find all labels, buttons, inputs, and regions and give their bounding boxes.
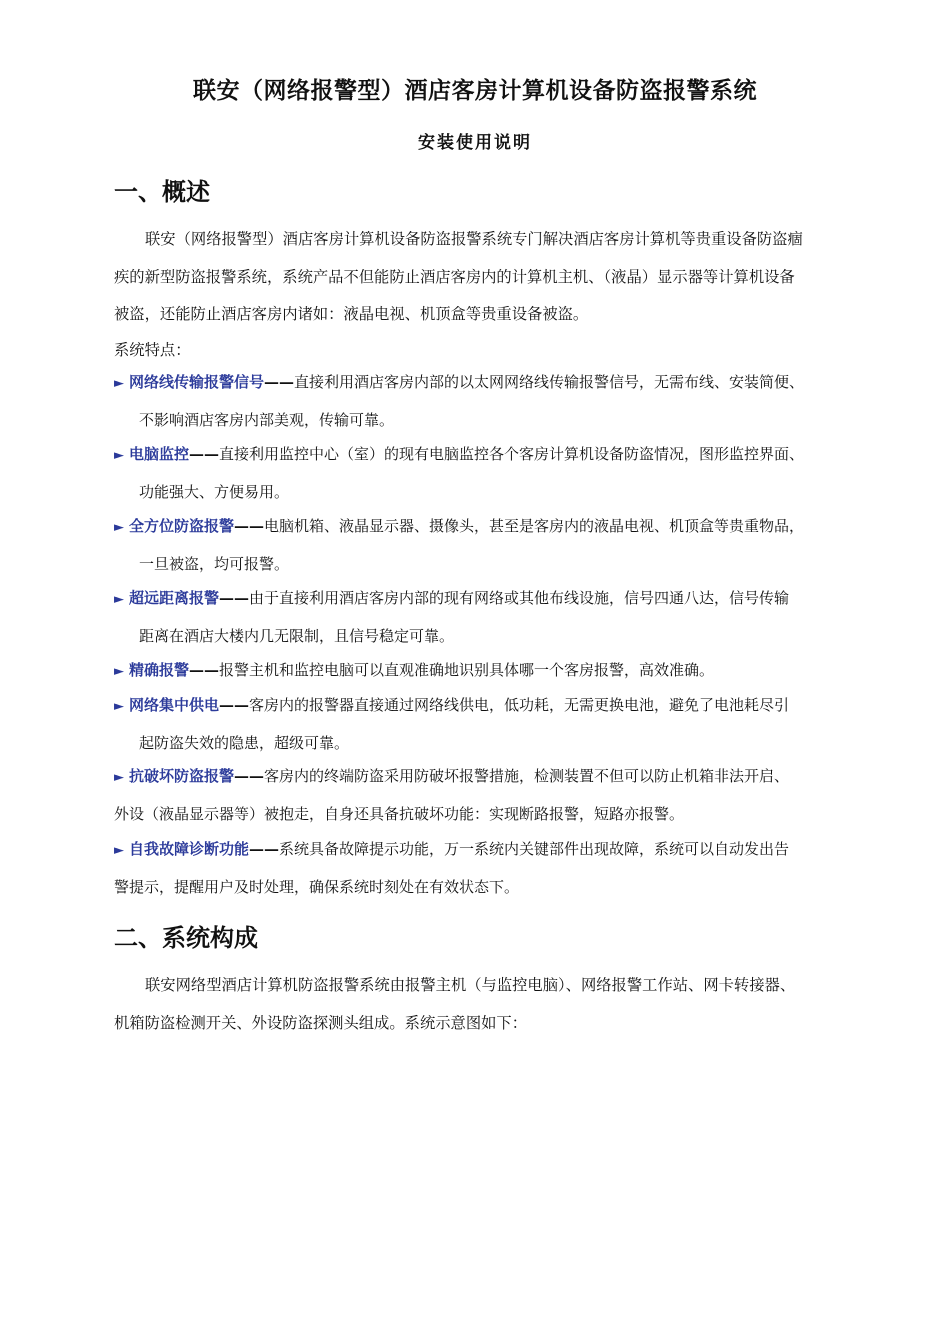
triangle-bullet-icon: ► [114,843,124,858]
section-heading-system-composition: 二、系统构成 [114,924,258,952]
feature-name: 网络线传输报警信号 [129,373,265,391]
feature-dash: —— [264,373,295,391]
document-subtitle: 安装使用说明 [418,133,532,153]
composition-line: 机箱防盗检测开关、外设防盗探测头组成。系统示意图如下： [114,1013,528,1032]
feature-text-continued: 不影响酒店客房内部美观，传输可靠。 [139,411,395,429]
feature-dash: —— [189,445,220,463]
feature-text-continued: 一旦被盗，均可报警。 [139,555,290,573]
features-label: 系统特点： [114,341,191,359]
triangle-bullet-icon: ► [114,699,124,714]
feature-text-continued: 警提示，提醒用户及时处理，确保系统时刻处在有效状态下。 [114,878,520,896]
overview-paragraph [114,221,894,334]
feature-text-continued: 距离在酒店大楼内几无限制，且信号稳定可靠。 [139,627,455,645]
feature-text: 客房内的终端防盗采用防破坏报警措施，检测装置不但可以防止机箱非法开启、 [264,767,790,785]
feature-text: 系统具备故障提示功能，万一系统内关键部件出现故障，系统可以自动发出告 [279,840,790,858]
triangle-bullet-icon: ► [114,664,124,679]
triangle-bullet-icon: ► [114,448,124,463]
feature-text: 电脑机箱、液晶显示器、摄像头，甚至是客房内的液晶电视、机顶盒等贵重物品， [264,517,805,535]
feature-text: 由于直接利用酒店客房内部的现有网络或其他布线设施，信号四通八达，信号传输 [249,589,790,607]
feature-dash: —— [249,840,280,858]
feature-dash: —— [219,696,250,714]
feature-name: 网络集中供电 [129,696,220,714]
overview-line: 联安（网络报警型）酒店客房计算机设备防盗报警系统专门解决酒店客房计算机等贵重设备防盗痼 [145,230,803,248]
feature-item [114,508,894,582]
feature-text: 报警主机和监控电脑可以直观准确地识别具体哪一个客房报警，高效准确。 [219,661,715,679]
feature-text: 直接利用监控中心（室）的现有电脑监控各个客房计算机设备防盗情况，图形监控界面、 [219,445,805,463]
overview-line: 疾的新型防盗报警系统，系统产品不但能防止酒店客房内的计算机主机、（液晶）显示器等计算机设备 [114,267,795,286]
overview-line: 被盗，还能防止酒店客房内诸如：液晶电视、机顶盒等贵重设备被盗。 [114,305,589,323]
feature-item [114,436,894,510]
feature-name: 精确报警 [129,661,190,679]
section-heading-overview: 一、概述 [114,178,210,206]
document-title: 联安（网络报警型）酒店客房计算机设备防盗报警系统 [193,78,757,104]
triangle-bullet-icon: ► [114,520,124,535]
triangle-bullet-icon: ► [114,376,124,391]
triangle-bullet-icon: ► [114,770,124,785]
feature-name: 电脑监控 [129,445,190,463]
feature-item [114,364,894,438]
feature-dash: —— [219,589,250,607]
feature-text-continued: 外设（液晶显示器等）被抱走，自身还具备抗破坏功能：实现断路报警，短路亦报警。 [114,805,685,823]
feature-dash: —— [234,517,265,535]
feature-name: 抗破坏防盗报警 [129,767,235,785]
feature-item [114,687,894,761]
feature-dash: —— [234,767,265,785]
feature-dash: —— [189,661,220,679]
feature-text: 直接利用酒店客房内部的以太网网络线传输报警信号，无需布线、安装简便、 [294,373,805,391]
system-composition-paragraph [114,967,894,1042]
feature-item [114,580,894,654]
feature-item [114,758,894,832]
feature-text-continued: 功能强大、方便易用。 [139,483,290,501]
feature-text-continued: 起防盗失效的隐患，超级可靠。 [139,734,350,752]
triangle-bullet-icon: ► [114,592,124,607]
composition-line: 联安网络型酒店计算机防盗报警系统由报警主机（与监控电脑）、网络报警工作站、网卡转接器、 [145,976,796,994]
feature-item [114,652,894,690]
feature-name: 自我故障诊断功能 [129,840,250,858]
feature-name: 全方位防盗报警 [129,517,235,535]
feature-text: 客房内的报警器直接通过网络线供电，低功耗，无需更换电池，避免了电池耗尽引 [249,696,790,714]
feature-item [114,831,894,905]
feature-name: 超远距离报警 [129,589,220,607]
